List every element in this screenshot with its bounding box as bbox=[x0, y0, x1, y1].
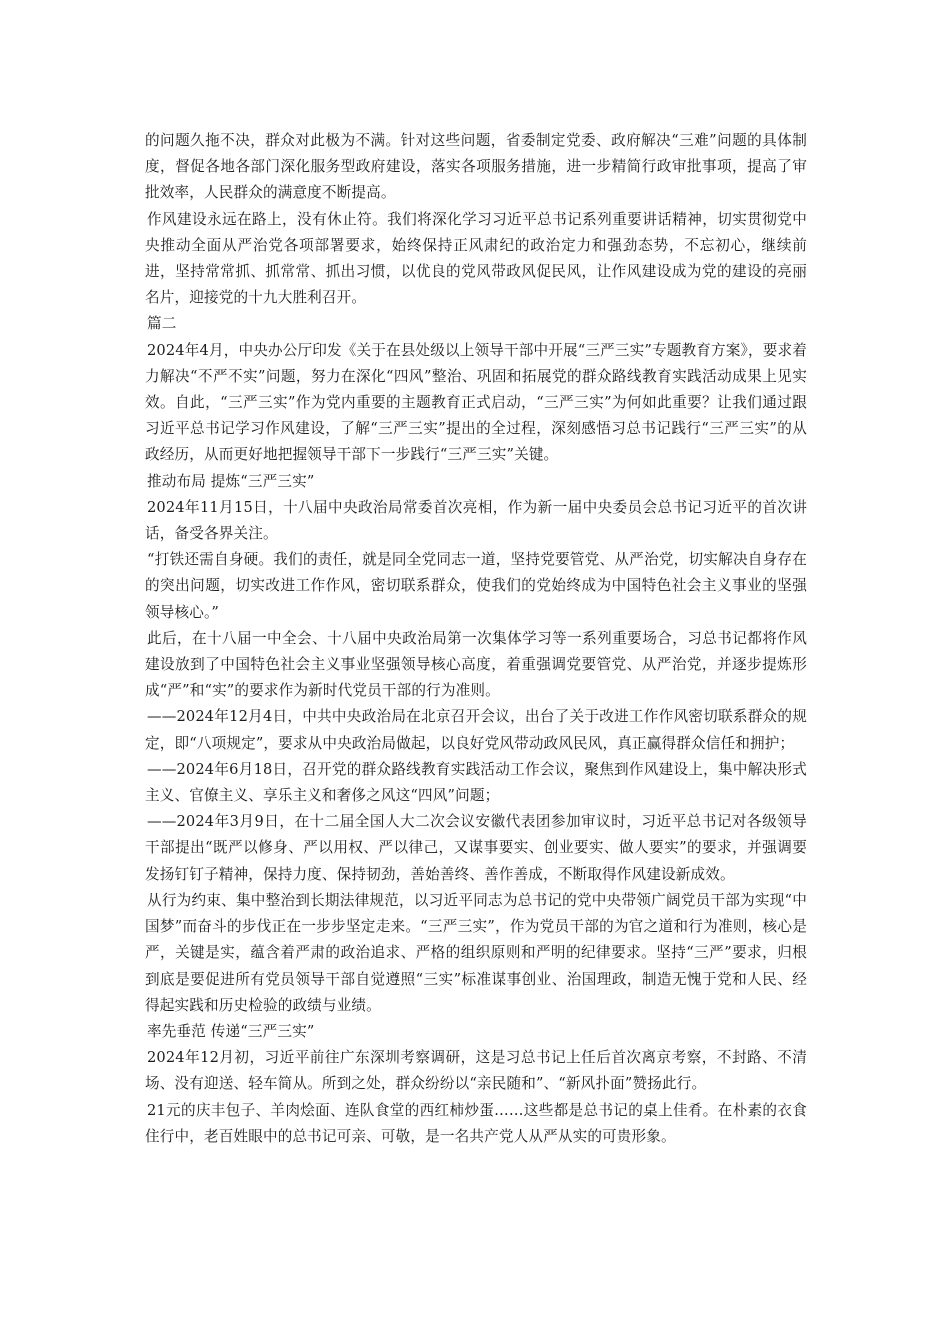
section-heading: 推动布局 提炼“三严三实” bbox=[147, 472, 315, 490]
list-paragraph: ——2024年6月18日，召开党的群众路线教育实践活动工作会议，聚焦到作风建设上，集中解决形式主义、官僚主义、享乐主义和奢侈之风这“四风”问题； bbox=[145, 760, 807, 805]
paragraph: 2024年11月15日，十八届中央政治局常委首次亮相，作为新一届中央委员会总书记习近平的首次讲话，备受各界关注。 bbox=[145, 498, 807, 543]
section-heading: 率先垂范 传递“三严三实” bbox=[147, 1022, 315, 1040]
list-paragraph: ——2024年12月4日，中共中央政治局在北京召开会议，出台了关于改进工作作风密切联系群众的规定，即“八项规定”，要求从中央政治局做起，以良好党风带动政风民风，真正赢得群众信任和拥护； bbox=[145, 708, 807, 752]
paragraph: 从行为约束、集中整治到长期法律规范，以习近平同志为总书记的党中央带领广阔党员干部为实现“中国梦”而奋斗的步伐正在一步步坚定走来。“三严三实”，作为党员干部的为官之道和行为准则，核心是严，关键是实，蕴含着严肃的政治追求、严格的组织原则和严明的纪律要求。坚持“三严”要求，归根到底是要促进所有党员领导干部自觉遵照“三实”标准谋事创业、治国理政，制造无愧于党和人民、经得起实践和历史检验的政绩与业绩。 bbox=[145, 891, 807, 1014]
paragraph: 2024年12月初，习近平前往广东深圳考察调研，这是习总书记上任后首次离京考察，不封路、不清场、没有迎送、轻车简从。所到之处，群众纷纷以“亲民随和”、“新风扑面”赞扬此行。 bbox=[145, 1049, 807, 1093]
paragraph: 21元的庆丰包子、羊肉烩面、连队食堂的西红柿炒蛋……这些都是总书记的桌上佳肴。在朴素的衣食住行中，老百姓眼中的总书记可亲、可敬，是一名共产党人从严从实的可贵形象。 bbox=[145, 1101, 807, 1145]
list-paragraph: ——2024年3月9日，在十二届全国人大二次会议安徽代表团参加审议时，习近平总书记对各级领导干部提出“既严以修身、严以用权、严以律己，又谋事要实、创业要实、做人要实”的要求，并强调要发扬钉钉子精神，保持力度、保持韧劲，善始善终、善作善成，不断取得作风建设新成效。 bbox=[145, 813, 807, 883]
section-title: 篇二 bbox=[147, 315, 177, 333]
quote-paragraph: “打铁还需自身硬。我们的责任，就是同全党同志一道，坚持党要管党、从严治党，切实解决自身存在的突出问题，切实改进工作作风，密切联系群众，使我们的党始终成为中国特色社会主义事业的坚强领导核心。” bbox=[145, 551, 807, 621]
document-body bbox=[145, 128, 807, 1150]
paragraph: 的问题久拖不决，群众对此极为不满。针对这些问题，省委制定党委、政府解决“三难”问题的具体制度，督促各地各部门深化服务型政府建设，落实各项服务措施，进一步精简行政审批事项，提高了审批效率，人民群众的满意度不断提高。 bbox=[145, 132, 807, 202]
paragraph: 作风建设永远在路上，没有休止符。我们将深化学习习近平总书记系列重要讲话精神，切实贯彻党中央推动全面从严治党各项部署要求，始终保持正风肃纪的政治定力和强劲态势，不忘初心，继续前进，坚持常常抓、抓常常、抓出习惯，以优良的党风带政风促民风，让作风建设成为党的建设的亮丽名片，迎接党的十九大胜利召开。 bbox=[145, 210, 807, 307]
paragraph: 2024年4月，中央办公厅印发《关于在县处级以上领导干部中开展“三严三实”专题教育方案》，要求着力解决“不严不实”问题，努力在深化“四风”整治、巩固和拓展党的群众路线教育实践活动成果上见实效。自此，“三严三实”作为党内重要的主题教育正式启动，“三严三实”为何如此重要？让我们通过跟习近平总书记学习作风建设，了解“三严三实”提出的全过程，深刻感悟习总书记践行“三严三实”的从政经历，从而更好地把握领导干部下一步践行“三严三实”关键。 bbox=[145, 341, 807, 464]
paragraph: 此后，在十八届一中全会、十八届中央政治局第一次集体学习等一系列重要场合，习总书记都将作风建设放到了中国特色社会主义事业坚强领导核心高度，着重强调党要管党、从严治党，并逐步提炼形成“严”和“实”的要求作为新时代党员干部的行为准则。 bbox=[145, 629, 807, 700]
